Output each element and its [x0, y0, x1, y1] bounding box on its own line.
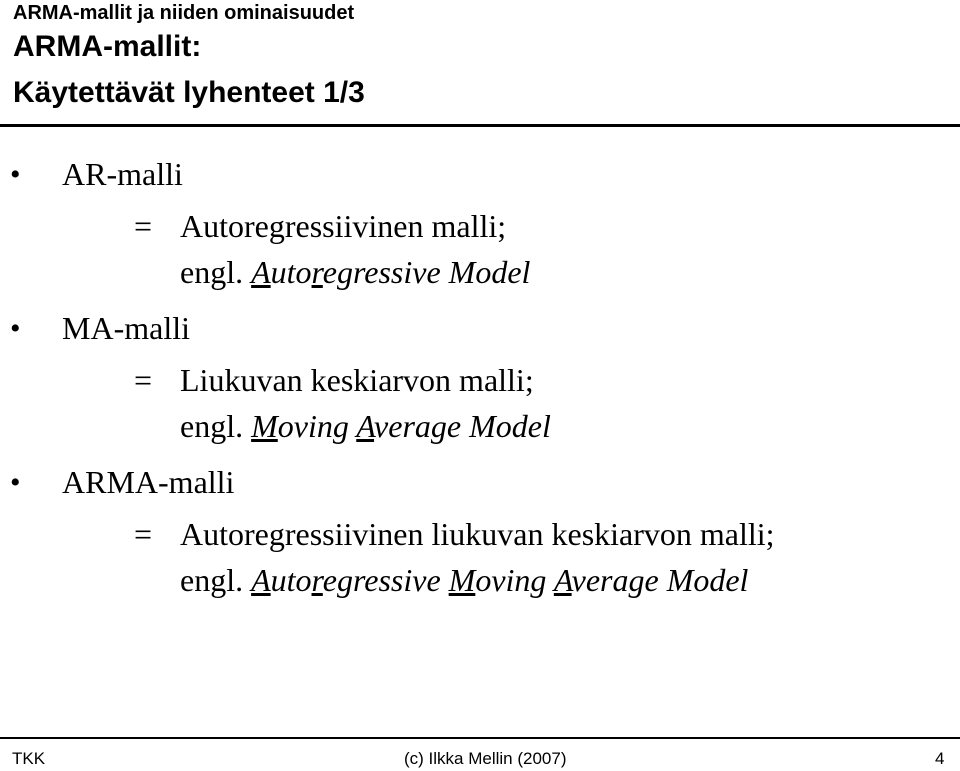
english-term-text: egressive Model — [322, 254, 531, 290]
english-term-text: verage Model — [571, 562, 749, 598]
equals-sign: = — [134, 516, 153, 552]
abbrev-letter: A — [251, 562, 271, 598]
footer-copyright: (c) Ilkka Mellin (2007) — [404, 749, 567, 768]
english-ma — [180, 408, 551, 445]
english-ar — [180, 254, 530, 291]
english-term-text: uto — [270, 562, 312, 598]
course-title: ARMA-mallit ja niiden ominaisuudet — [13, 2, 355, 24]
bullet-arma: • — [10, 466, 21, 499]
definition-ma: Liukuvan keskiarvon malli; — [180, 362, 534, 398]
english-term-text: verage Model — [374, 408, 551, 444]
english-term-text: oving — [475, 562, 554, 598]
footer-divider — [0, 737, 960, 739]
english-arma — [180, 562, 748, 599]
english-term-ma — [251, 408, 551, 444]
bullet-ar: • — [10, 158, 21, 191]
term-arma-malli: ARMA-malli — [62, 464, 235, 500]
page-number: 4 — [935, 749, 945, 768]
header-divider — [0, 124, 960, 127]
footer-institution: TKK — [12, 749, 46, 768]
equals-sign: = — [134, 208, 153, 244]
definition-ar: Autoregressiivinen malli; — [180, 208, 507, 244]
term-ma-malli: MA-malli — [62, 310, 190, 346]
equals-sign: = — [134, 362, 153, 398]
definition-arma: Autoregressiivinen liukuvan keskiarvon malli; — [180, 516, 775, 552]
engl-prefix: engl. — [180, 562, 244, 598]
english-term-text: egressive — [322, 562, 449, 598]
english-term-arma — [251, 562, 748, 598]
abbrev-letter: A — [251, 254, 271, 290]
bullet-ma: • — [10, 312, 21, 345]
slide-title-line-2: Käytettävät lyhenteet 1/3 — [13, 76, 365, 109]
term-ar-malli: AR-malli — [62, 156, 183, 192]
abbrev-letter: r — [311, 562, 323, 598]
slide-title-line-1: ARMA-mallit: — [13, 30, 202, 63]
abbrev-letter: A — [356, 408, 375, 444]
english-term-text: oving — [277, 408, 357, 444]
english-term-text: uto — [270, 254, 312, 290]
abbrev-letter: A — [553, 562, 572, 598]
abbrev-letter: M — [448, 562, 476, 598]
engl-prefix: engl. — [180, 408, 244, 444]
abbrev-letter: r — [311, 254, 323, 290]
english-term-ar — [251, 254, 530, 290]
engl-prefix: engl. — [180, 254, 244, 290]
abbrev-letter: M — [251, 408, 278, 444]
